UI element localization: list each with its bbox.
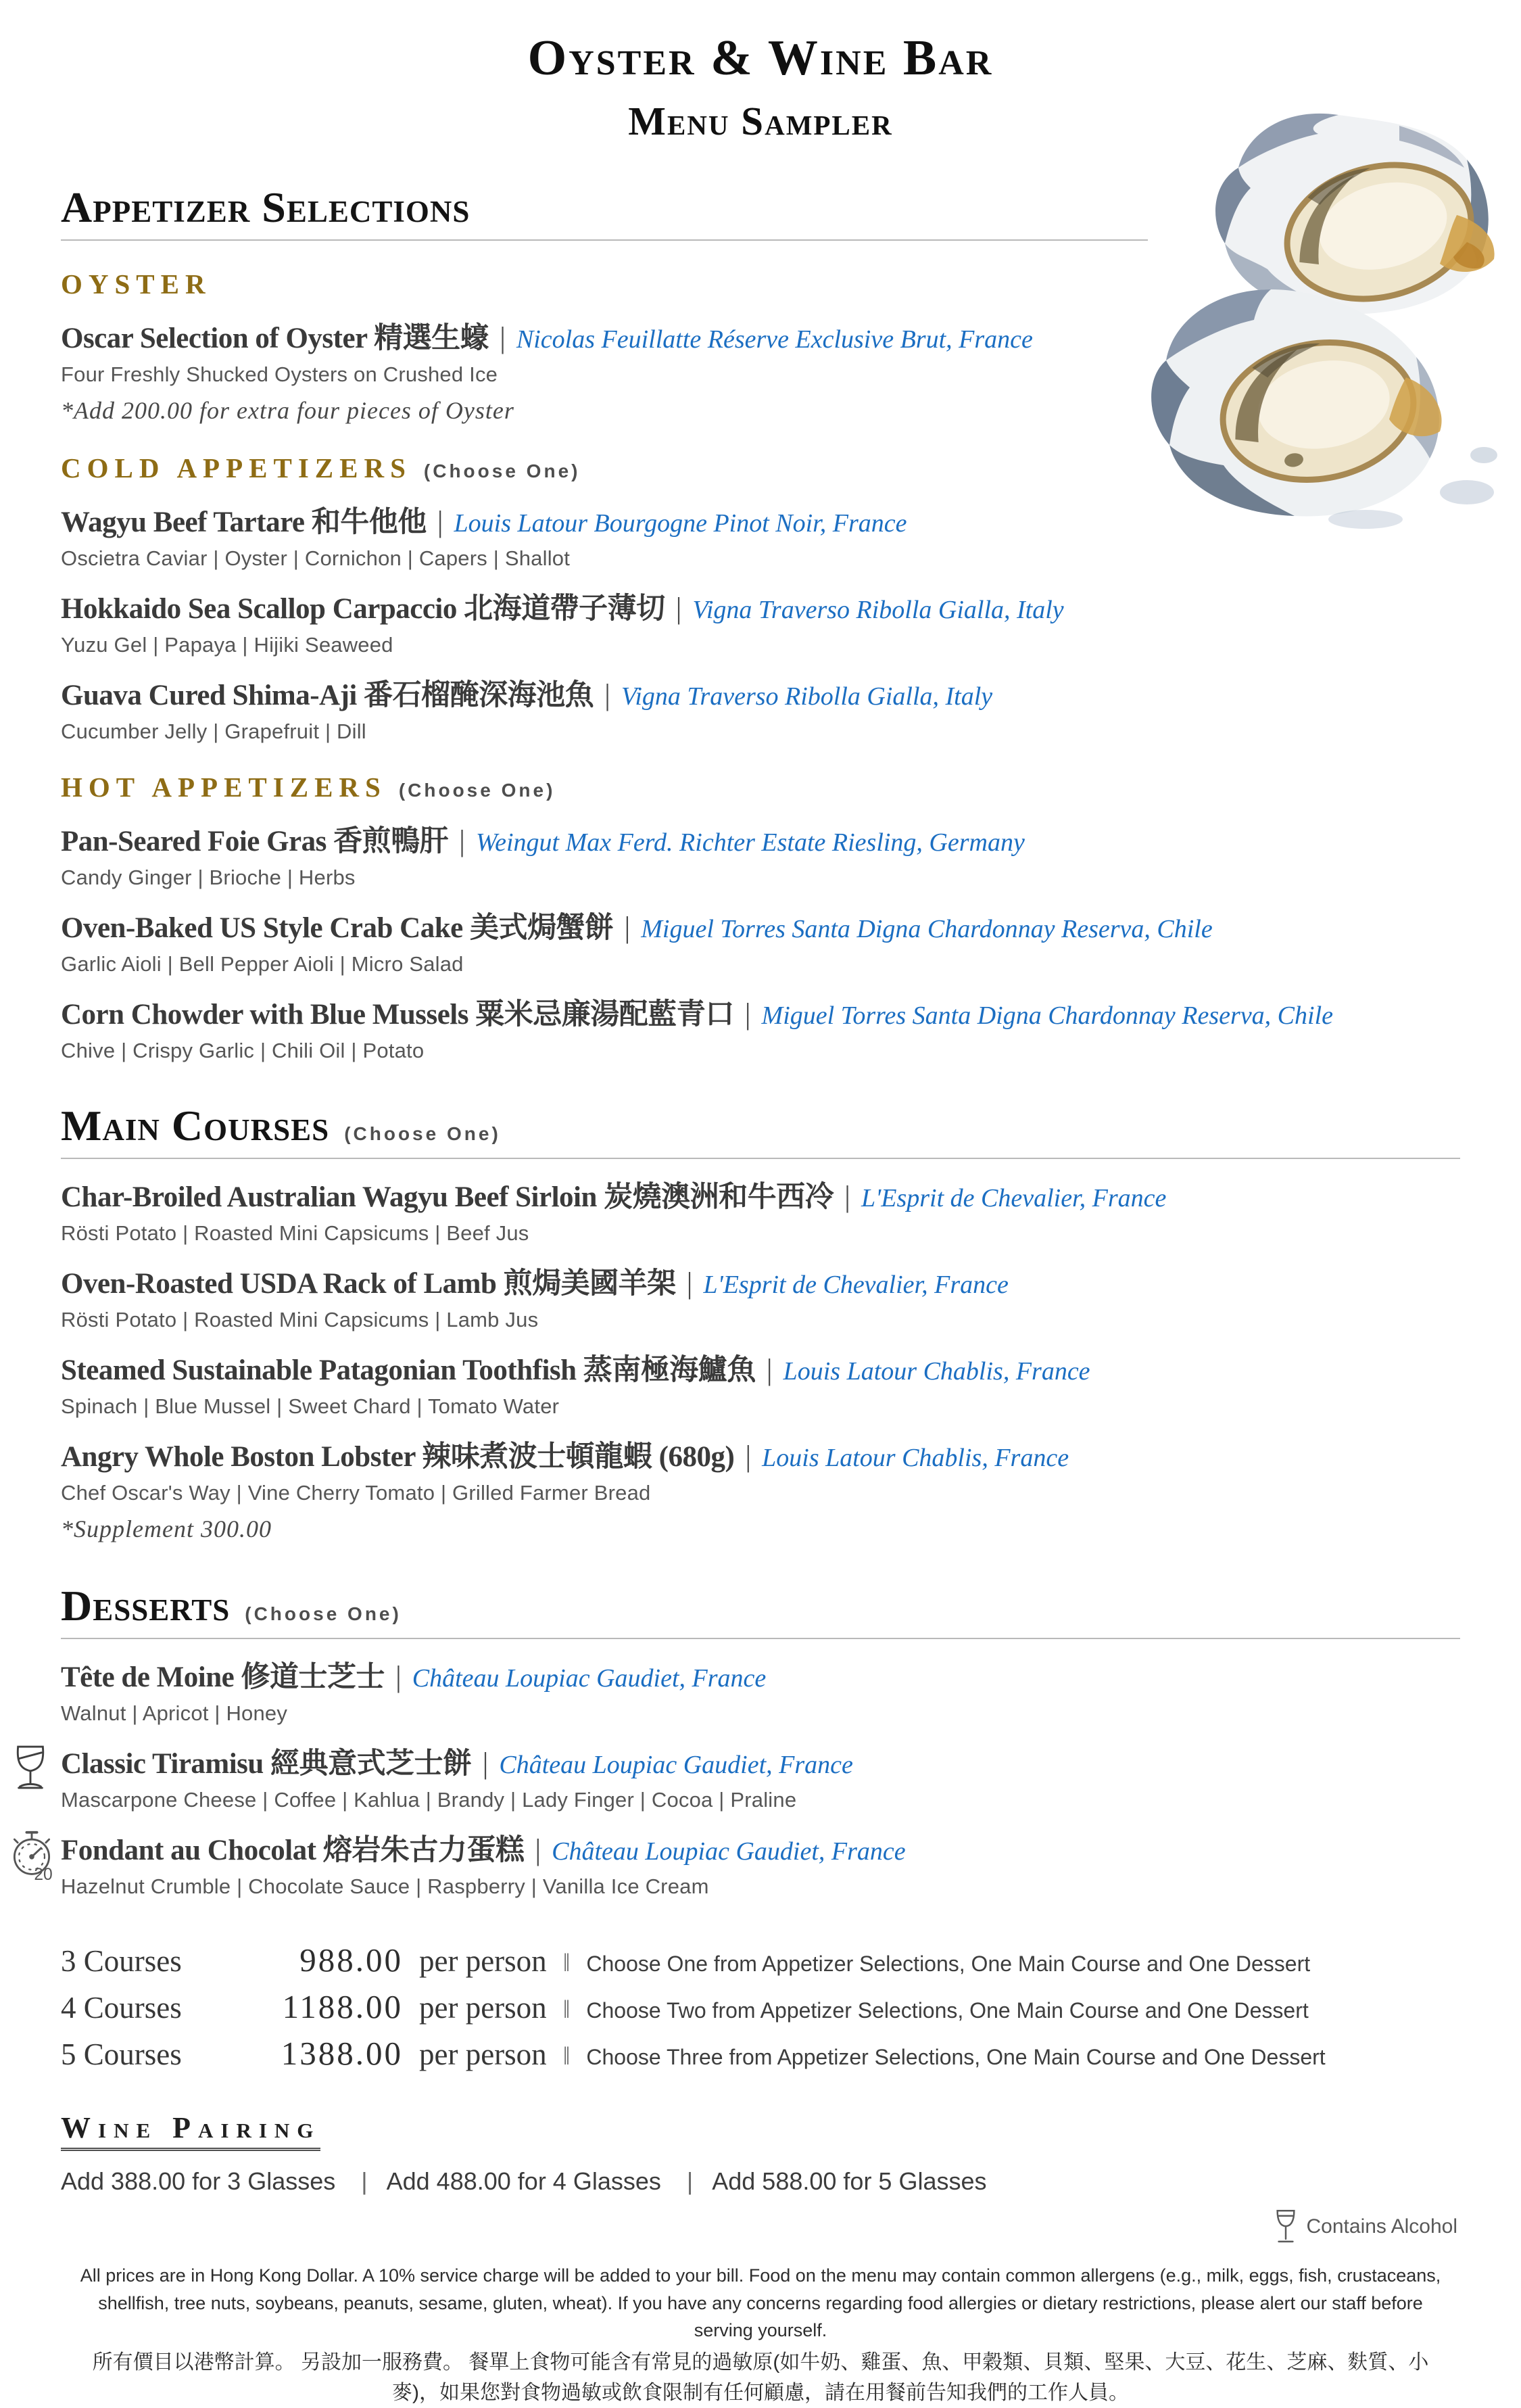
dish-ingredients: Candy Ginger | Brioche | Herbs: [61, 866, 356, 889]
section-heading: [61, 183, 1460, 233]
separator: [459, 824, 465, 858]
section-wine-pairing: [61, 2110, 1460, 2196]
dish-title-row: [61, 991, 1460, 1033]
menu-item: [34, 1827, 1460, 1899]
dish-name: Hokkaido Sea Scallop Carpaccio 北海道帶子薄切: [61, 593, 665, 625]
wine-pairing-option: Add 388.00 for 3 Glasses: [61, 2167, 336, 2195]
dish-title-row: [61, 499, 1460, 540]
separator: [500, 321, 506, 355]
dish-ingredients: Hazelnut Crumble | Chocolate Sauce | Raspberry | Vanilla Ice Cream: [61, 1874, 709, 1898]
section-heading: [61, 1101, 1460, 1151]
wine-pairing-name: Vigna Traverso Ribolla Gialla, Italy: [621, 682, 993, 711]
section-appetizers: [61, 183, 1460, 1063]
dish-ingredients: Walnut | Apricot | Honey: [61, 1701, 288, 1725]
dish-ingredients: Chive | Crispy Garlic | Chili Oil | Potato: [61, 1039, 425, 1062]
dish-ingredients: Chef Oscar's Way | Vine Cherry Tomato | Grilled Farmer Bread: [61, 1481, 651, 1505]
dish-ingredients: Mascarpone Cheese | Coffee | Kahlua | Brandy | Lady Finger | Cocoa | Praline: [61, 1788, 797, 1812]
package-row: [61, 2034, 1460, 2073]
package-courses: 4 Courses: [61, 1991, 182, 2025]
menu-header: [61, 0, 1460, 145]
dish-ingredients: Rösti Potato | Roasted Mini Capsicums | Lamb Jus: [61, 1308, 539, 1331]
package-price: 988.00: [299, 1941, 403, 1979]
separator: [395, 1659, 402, 1694]
separator: [563, 1948, 571, 1978]
dish-note: *Add 200.00 for extra four pieces of Oyster: [61, 397, 514, 424]
dish-name: Pan-Seared Foie Gras 香煎鴨肝: [61, 826, 449, 857]
wine-pairing-name: Nicolas Feuillatte Réserve Exclusive Brut, France: [516, 325, 1033, 354]
group-heading: [61, 771, 1460, 803]
section-title: Main Courses: [61, 1102, 330, 1150]
package-row: [61, 1941, 1460, 1979]
dish-ingredients: Rösti Potato | Roasted Mini Capsicums | Beef Jus: [61, 1221, 529, 1245]
divider: [61, 239, 1148, 241]
dish-title-row: [61, 1827, 1460, 1868]
page-subtitle: Menu Sampler: [628, 99, 893, 143]
section-heading: [61, 1581, 1460, 1631]
separator: [437, 504, 443, 539]
page-title: Oyster & Wine Bar: [527, 30, 994, 86]
menu-item: [61, 672, 1460, 744]
menu-item: [61, 499, 1460, 571]
dish-title-row: [61, 1741, 1460, 1782]
wine-pairing-name: L'Esprit de Chevalier, France: [861, 1184, 1167, 1212]
wine-pairing-name: Château Loupiac Gaudiet, France: [412, 1664, 767, 1693]
contains-alcohol-marker: [7, 1742, 54, 1797]
wine-pairing-title: Wine Pairing: [61, 2110, 320, 2151]
dish-title-row: [61, 315, 1460, 356]
dish-ingredients: Yuzu Gel | Papaya | Hijiki Seaweed: [61, 633, 393, 657]
wine-pairing-options: [61, 2167, 1460, 2196]
dish-name: Angry Whole Boston Lobster 辣味煮波士頓龍蝦 (680g): [61, 1441, 735, 1473]
timer-icon: [7, 1824, 57, 1884]
wine-pairing-name: Château Loupiac Gaudiet, France: [552, 1837, 906, 1866]
footer-disclaimer-zh: 所有價目以港幣計算。 另設加一服務費。 餐單上食物可能含有常見的過敏原(如牛奶、雞蛋、魚、甲穀類、貝類、堅果、大豆、花生、芝麻、麩質、小麥)，如果您對食物過敏或飲食限制有任何顧慮，請在用餐前告知我們的工作人員。: [92, 2351, 1429, 2404]
separator: [483, 1746, 489, 1780]
dish-name: Wagyu Beef Tartare 和牛他他: [61, 506, 427, 538]
section-main-courses: [61, 1101, 1460, 1543]
dish-title-row: [61, 1347, 1460, 1388]
menu-item: [61, 991, 1460, 1063]
separator: [745, 997, 751, 1031]
separator: [844, 1179, 850, 1214]
group-cold-appetizers: [61, 452, 1460, 744]
menu-item: [61, 1654, 1460, 1726]
choose-one-label: (Choose One): [344, 1123, 501, 1144]
dish-title-row: [61, 905, 1460, 946]
wine-glass-icon: [11, 1742, 49, 1793]
separator: [676, 591, 682, 625]
dish-ingredients: Oscietra Caviar | Oyster | Cornichon | Capers | Shallot: [61, 546, 571, 570]
group-name: HOT APPETIZERS: [61, 772, 387, 803]
wine-glass-icon: [1273, 2208, 1299, 2246]
dish-name: Classic Tiramisu 經典意式芝士餅: [61, 1748, 472, 1780]
section-desserts: [34, 1581, 1460, 1899]
group-heading: [61, 452, 1460, 484]
dish-name: Oven-Roasted USDA Rack of Lamb 煎焗美國羊架: [61, 1268, 676, 1300]
wine-pairing-name: Louis Latour Chablis, France: [783, 1357, 1090, 1386]
dish-title-row: [61, 818, 1460, 859]
wine-pairing-name: Weingut Max Ferd. Richter Estate Riesling, Germany: [475, 828, 1025, 857]
package-courses: 3 Courses: [61, 1944, 182, 1978]
timer-minutes-label: 20: [34, 1865, 53, 1884]
wine-pairing-name: Louis Latour Chablis, France: [762, 1444, 1069, 1472]
menu-item: [61, 905, 1460, 976]
menu-item: [61, 586, 1460, 657]
package-unit: per person: [419, 1944, 547, 1978]
separator: [563, 2041, 571, 2071]
wine-pairing-name: Louis Latour Bourgogne Pinot Noir, France: [454, 509, 907, 538]
group-hot-appetizers: [61, 771, 1460, 1063]
alcohol-legend: [61, 2208, 1460, 2246]
dish-ingredients: Cucumber Jelly | Grapefruit | Dill: [61, 719, 366, 743]
choose-one-label: (Choose One): [423, 461, 581, 481]
package-price: 1188.00: [282, 1988, 403, 2025]
dish-name: Oscar Selection of Oyster 精選生蠔: [61, 323, 489, 354]
dish-title-row: [61, 1654, 1460, 1695]
separator: [745, 1439, 751, 1473]
menu-item: [61, 818, 1460, 890]
group-oyster: [61, 268, 1460, 425]
divider: [61, 1158, 1460, 1159]
choose-one-label: (Choose One): [398, 780, 556, 801]
wine-pairing-name: Miguel Torres Santa Digna Chardonnay Reserva, Chile: [761, 1001, 1334, 1030]
package-description: Choose Three from Appetizer Selections, One Main Course and One Dessert: [586, 2045, 1326, 2069]
menu-item: [61, 315, 1460, 425]
package-price: 1388.00: [281, 2035, 403, 2072]
dish-title-row: [61, 1434, 1460, 1475]
group-heading: [61, 268, 1460, 300]
footer-disclaimer: [61, 2262, 1460, 2408]
menu-item: [61, 1174, 1460, 1246]
dish-name: Tête de Moine 修道士芝士: [61, 1661, 385, 1693]
separator: [767, 1352, 773, 1387]
footer-disclaimer-en: All prices are in Hong Kong Dollar. A 10% service charge will be added to your bill. Food on the menu may contain common allergens (e.g., milk, eggs, fish, crustaceans, shellfish, tree nuts, soybeans, peanuts, sesame, gluten, wheat). If you have any concerns regarding food allergies or dietary restrictions, please alert our staff before serving yourself.: [80, 2265, 1441, 2340]
separator: [535, 1833, 541, 1867]
dish-name: Steamed Sustainable Patagonian Toothfish 蒸南極海鱸魚: [61, 1354, 756, 1386]
package-unit: per person: [419, 2037, 547, 2071]
dish-title-row: [61, 672, 1460, 713]
contains-alcohol-label: Contains Alcohol: [1306, 2215, 1457, 2238]
wine-pairing-option: | Add 588.00 for 5 Glasses: [668, 2167, 987, 2195]
divider: [61, 1638, 1460, 1639]
section-title: Appetizer Selections: [61, 183, 470, 231]
menu-item: [61, 1347, 1460, 1419]
separator: [624, 910, 630, 945]
package-description: Choose Two from Appetizer Selections, One Main Course and One Dessert: [586, 1998, 1309, 2023]
dish-ingredients: Spinach | Blue Mussel | Sweet Chard | Tomato Water: [61, 1394, 560, 1418]
separator: [563, 1995, 571, 2025]
preparation-time-marker: [7, 1824, 54, 1887]
dish-ingredients: Four Freshly Shucked Oysters on Crushed Ice: [61, 362, 498, 386]
wine-pairing-name: Miguel Torres Santa Digna Chardonnay Reserva, Chile: [641, 915, 1213, 943]
wine-pairing-name: L'Esprit de Chevalier, France: [703, 1271, 1009, 1299]
separator: [604, 678, 610, 712]
dish-title-row: [61, 1260, 1460, 1302]
separator: [687, 1266, 693, 1300]
wine-pairing-name: Vigna Traverso Ribolla Gialla, Italy: [692, 596, 1064, 624]
dish-title-row: [61, 586, 1460, 627]
package-unit: per person: [419, 1991, 547, 2025]
wine-pairing-name: Château Loupiac Gaudiet, France: [499, 1751, 853, 1779]
menu-item: [61, 1434, 1460, 1543]
dish-name: Oven-Baked US Style Crab Cake 美式焗蟹餅: [61, 912, 614, 944]
dish-title-row: [61, 1174, 1460, 1215]
dish-name: Corn Chowder with Blue Mussels 粟米忌廉湯配藍青口: [61, 999, 734, 1031]
dish-ingredients: Garlic Aioli | Bell Pepper Aioli | Micro Salad: [61, 952, 464, 976]
course-packages: [61, 1941, 1460, 2073]
dish-name: Char-Broiled Australian Wagyu Beef Sirloin 炭燒澳洲和牛西冷: [61, 1181, 834, 1213]
section-title: Desserts: [61, 1582, 231, 1630]
group-name: COLD APPETIZERS: [61, 452, 412, 483]
choose-one-label: (Choose One): [245, 1603, 402, 1624]
dish-name: Guava Cured Shima-Aji 番石榴醃深海池魚: [61, 680, 594, 711]
package-row: [61, 1987, 1460, 2026]
dish-name: Fondant au Chocolat 熔岩朱古力蛋糕: [61, 1835, 525, 1866]
menu-item: [61, 1260, 1460, 1332]
package-description: Choose One from Appetizer Selections, One Main Course and One Dessert: [586, 1952, 1311, 1976]
group-name: OYSTER: [61, 268, 212, 300]
wine-pairing-option: | Add 488.00 for 4 Glasses: [342, 2167, 661, 2195]
menu-item: [61, 1741, 1460, 1812]
dish-note: *Supplement 300.00: [61, 1515, 272, 1542]
package-courses: 5 Courses: [61, 2037, 182, 2071]
